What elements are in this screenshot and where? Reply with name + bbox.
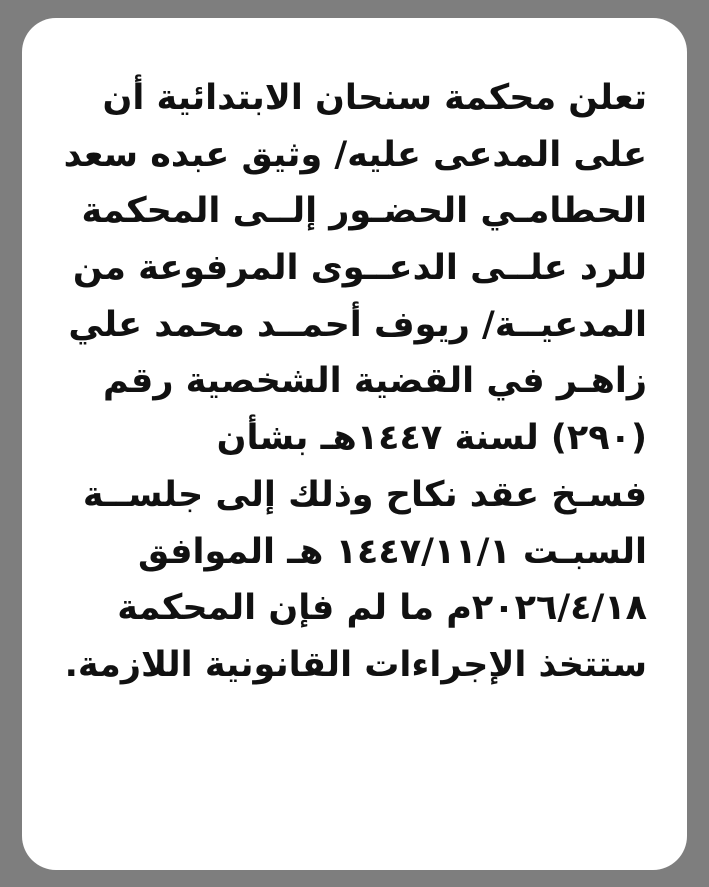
announcement-line-2: على المدعى عليه/ وثيق عبده سعد — [63, 134, 647, 175]
announcement-line-1: تعلن محكمة سنحان الابتدائية أن — [102, 78, 647, 118]
announcement-line-10: ٢٠٢٦/٤/١٨م ما لم فإن المحكمة — [117, 588, 647, 629]
court-announcement-card — [22, 18, 687, 870]
announcement-line-11: ستتخذ الإجراءات القانونية اللازمة. — [64, 644, 647, 685]
announcement-line-6: زاهـر في القضية الشخصية رقم — [102, 361, 647, 402]
announcement-line-5: المدعيــة/ ريوف أحمــد محمد علي — [68, 304, 647, 345]
announcement-line-4: للرد علــى الدعــوى المرفوعة من — [72, 248, 647, 289]
announcement-line-9: السبـت ١٤٤٧/١١/١ هـ الموافق — [138, 531, 647, 572]
announcement-text-block — [62, 70, 647, 694]
announcement-line-8: فسـخ عقد نكاح وذلك إلى جلســة — [82, 474, 647, 515]
announcement-line-3: الحطامـي الحضـور إلــى المحكمة — [81, 191, 647, 232]
announcement-line-7: (٢٩٠) لسنة ١٤٤٧هـ بشأن — [216, 418, 647, 459]
